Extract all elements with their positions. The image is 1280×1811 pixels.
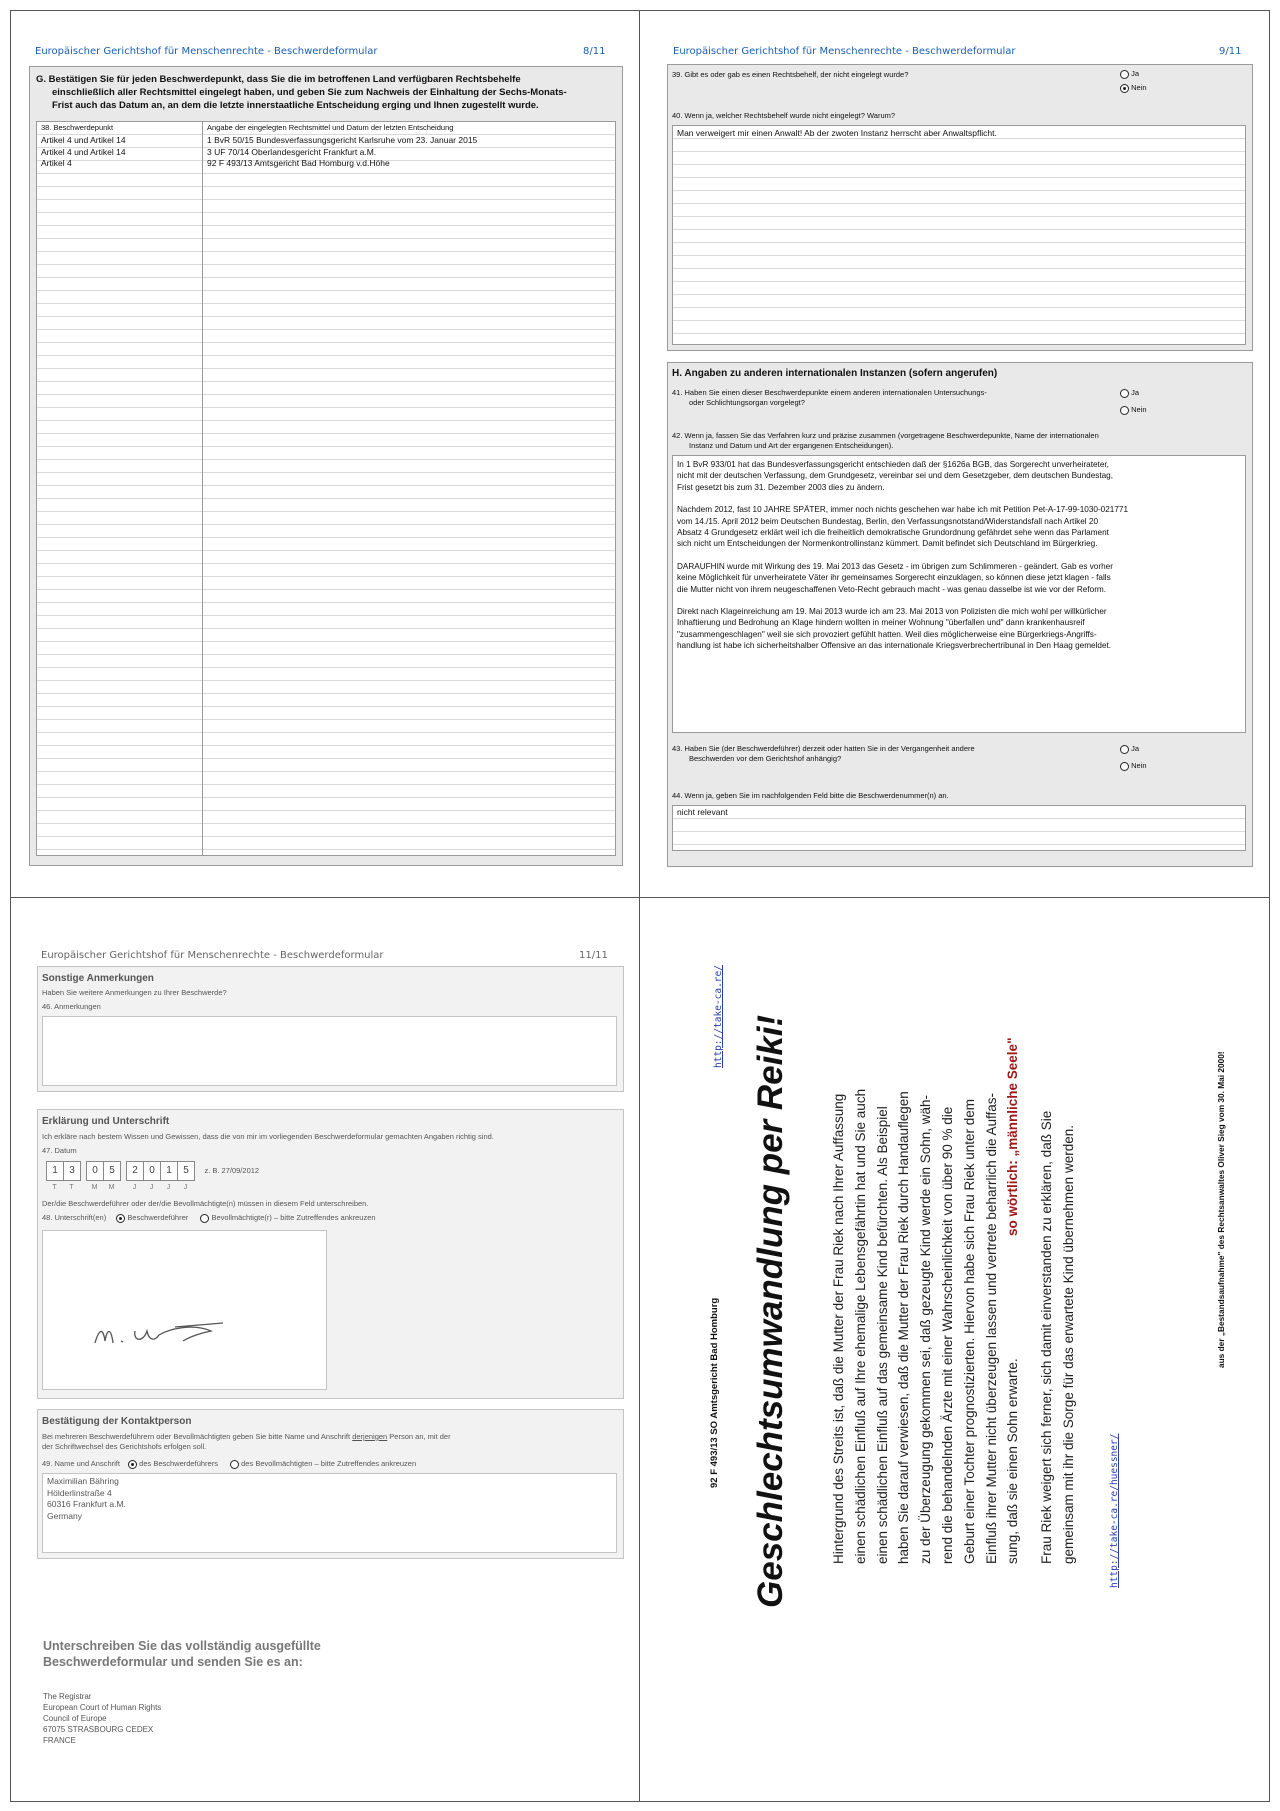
rotated-clipping: [641, 898, 1269, 1801]
text-line: Nachdem 2012, fast 10 JAHRE SPÄTER, immer noch nichts geschehen war habe ich mit Petition Pet-A-17-99-1030-021771: [677, 505, 1129, 515]
text-line: DARAUFHIN wurde mit Wirkung des 19. Mai 2013 das Gesetz - im übrigen zum Schlimmeren - geändert. Gab es vorher: [677, 561, 1113, 571]
declaration-title: Erklärung und Unterschrift: [42, 1116, 170, 1127]
date-digit[interactable]: 2: [126, 1161, 144, 1181]
body-line: zu der Überzeugung gekommen sei, daß gezeugte Kind werde ein Sohn, wäh-: [918, 1094, 934, 1564]
section-h-title: H. Angaben zu anderen internationalen Instanzen (sofern angerufen): [672, 368, 998, 379]
section-g-box: [29, 66, 623, 866]
date-digit[interactable]: 0: [86, 1161, 104, 1181]
row-point: Artikel 4: [41, 158, 72, 168]
headline: Geschlechtsumwandlung per Reiki!: [751, 1014, 790, 1608]
date-letter: M: [108, 1184, 115, 1191]
q42-line: 42. Wenn ja, fassen Sie das Verfahren kurz und präzise zusammen (vorgetragene Beschwerdepunkte, Name der internationalen: [672, 431, 1099, 440]
q39-option-no[interactable]: [1120, 83, 1147, 93]
section-g-title: [36, 73, 620, 112]
date-digit[interactable]: 1: [46, 1161, 64, 1181]
option-label: Nein: [1131, 405, 1147, 414]
text-line: Inhaftierung und Bedrohung an Klage hindern wollten in meiner Wohnung "überfallen und" dann krankenhausreif: [677, 618, 1085, 628]
body-line: Frau Riek weigert sich ferner, sich damit einverstanden zu erklären, daß Sie: [1039, 1110, 1055, 1564]
text-line: handlung ist habe ich sicherheitshalber Offensive an das internationale Kriegsverbrechertribunal in Den Haag gemeldet.: [677, 641, 1112, 651]
q43-options: [1120, 744, 1147, 771]
q42-paragraph: [677, 459, 1245, 493]
q41-options: [1120, 388, 1147, 415]
q43-option-yes[interactable]: [1120, 744, 1147, 754]
page-9: [641, 11, 1269, 896]
q49-label: 49. Name und Anschrift: [42, 1459, 120, 1468]
q48-option-applicant[interactable]: [116, 1213, 188, 1222]
option-label: Ja: [1131, 388, 1140, 397]
address-lines: [47, 1476, 126, 1522]
option-label: Bevollmächtigte(r) – bitte Zutreffendes ankreuzen: [211, 1213, 376, 1222]
remarks-box: [37, 966, 624, 1092]
text-line: Absatz 4 Grundgesetz erklärt weil ich die freiheitlich demokratische Grundordnung gefährdet sehe wenn das Parlament: [677, 528, 1109, 538]
body-line-with-quote: [1002, 1024, 1024, 1564]
vertical-divider: [639, 10, 640, 1802]
text-line: Direkt nach Klageinreichung am 19. Mai 2013 wurde ich am 23. Mai 2013 von Polizisten die mich wohl per willkürlicher: [677, 607, 1107, 617]
date-example: z. B. 27/09/2012: [204, 1166, 260, 1175]
registry-line: FRANCE: [43, 1736, 76, 1745]
date-digit[interactable]: 3: [63, 1161, 81, 1181]
option-label: Ja: [1131, 69, 1140, 78]
contact-text-line: der Schriftwechsel des Gerichtshofs erfolgen soll.: [42, 1442, 207, 1451]
page-header-title: Europäischer Gerichtshof für Menschenrechte - Beschwerdeformular: [41, 950, 384, 961]
page-number: 8/11: [583, 46, 606, 57]
q41-line: oder Schlichtungsorgan vorgelegt?: [689, 398, 805, 407]
address-line: Maximilian Bähring: [47, 1476, 119, 1486]
body-line: einen schädlichen Einfluß auf Ihre ehemalige Lebensgefährtin hat und Sie auch: [852, 1088, 868, 1564]
q46-label: 46. Anmerkungen: [42, 1002, 101, 1011]
section-g-title-line: einschließlich aller Rechtsmittel eingelegt haben, und geben Sie zum Nachweis der Einhaltung der Sechs-Monats-: [52, 87, 567, 98]
link-top[interactable]: http://take-ca.re/: [713, 965, 724, 1068]
q49-option-applicant[interactable]: [128, 1459, 218, 1468]
quote: [1002, 1038, 1024, 1236]
contact-title: Bestätigung der Kontaktperson: [42, 1416, 192, 1427]
option-label: des Beschwerdeführers: [139, 1459, 218, 1468]
text-line: nicht mit der deutschen Verfassung, dem Grundgesetz, vereinbar sei und dem Gesetzgeber, dem deutschen Bundestag,: [677, 471, 1114, 481]
q43-line: 43. Haben Sie (der Beschwerdeführer) derzeit oder hatten Sie in der Vergangenheit andere: [672, 744, 975, 753]
q43-option-no[interactable]: [1120, 761, 1147, 771]
registry-line: 67075 STRASBOURG CEDEX: [43, 1725, 154, 1734]
q48-label: 48. Unterschrift(en): [42, 1213, 107, 1222]
body-line: rend die behandelnden Ärzte mit einer Wahrscheinlichkeit von über 90 % die: [939, 1106, 955, 1564]
q42-label: [672, 431, 1099, 451]
contact-text-part: Bei mehreren Beschwerdeführern oder Bevollmächtigten geben Sie bitte Name und Anschrift: [42, 1432, 353, 1441]
remedy-box: [667, 64, 1253, 351]
body-line: haben Sie darauf verwiesen, daß die Mutter der Frau Riek durch Handauflegen: [896, 1091, 912, 1564]
page-header-title: Europäischer Gerichtshof für Menschenrechte - Beschwerdeformular: [35, 46, 378, 57]
remarks-field[interactable]: [42, 1016, 617, 1086]
date-letter: J: [166, 1184, 171, 1191]
q47-label: 47. Datum: [42, 1146, 77, 1155]
q42-answer: [677, 459, 1245, 652]
registry-line: European Court of Human Rights: [43, 1703, 162, 1712]
row-point: Artikel 4 und Artikel 14: [41, 135, 126, 145]
link-bottom[interactable]: http://take-ca.re/huessner/: [1109, 1433, 1120, 1588]
date-digit[interactable]: 1: [160, 1161, 178, 1181]
address-line: 60316 Frankfurt a.M.: [47, 1499, 126, 1509]
send-title-line: Beschwerdeformular und senden Sie es an:: [43, 1655, 303, 1669]
q49-option-representative[interactable]: [230, 1459, 416, 1468]
text-line: In 1 BvR 933/01 hat das Bundesverfassungsgericht entschieden daß der §1626a BGB, das Sorgerecht unverheirateter,: [677, 460, 1109, 469]
radio-icon[interactable]: [1120, 389, 1129, 398]
contact-text-underline: derjenigen: [352, 1432, 388, 1441]
declaration-box: [37, 1109, 624, 1399]
page-number: 9/11: [1219, 46, 1242, 57]
quote-prefix: so wörtlich:: [1005, 1156, 1021, 1236]
signature-field[interactable]: [42, 1230, 327, 1390]
declaration-text: Ich erkläre nach bestem Wissen und Gewissen, dass die von mir im vorliegenden Beschwerdeformular gemachten Angaben richtig sind.: [42, 1132, 494, 1141]
q40-label: 40. Wenn ja, welcher Rechtsbehelf wurde nicht eingelegt? Warum?: [672, 111, 896, 120]
text-line: keine Möglichkeit für unverheiratete Väter ihr gemeinsames Sorgerecht einzuklagen, so können diese jetzt klagen - falls: [677, 573, 1111, 583]
address-field[interactable]: [42, 1473, 617, 1553]
date-field[interactable]: [46, 1160, 259, 1181]
radio-icon[interactable]: [1120, 745, 1129, 754]
q40-answer: Man verweigert mir einen Anwalt! Ab der zwoten Instanz herrscht aber Anwaltspflicht.: [677, 128, 997, 138]
send-instructions: [43, 1638, 321, 1670]
q44-label: 44. Wenn ja, geben Sie im nachfolgenden Feld bitte die Beschwerdenummer(n) an.: [672, 791, 949, 800]
radio-icon[interactable]: [1120, 762, 1129, 771]
option-label: Beschwerdeführer: [127, 1213, 189, 1222]
registry-line: The Registrar: [43, 1692, 92, 1701]
date-digit[interactable]: 5: [177, 1161, 195, 1181]
send-title-line: Unterschreiben Sie das vollständig ausgefüllte: [43, 1639, 321, 1653]
radio-icon[interactable]: [1120, 70, 1129, 79]
table-column-divider: [202, 122, 203, 855]
remarks-question: Haben Sie weitere Anmerkungen zu Ihrer Beschwerde?: [42, 988, 227, 997]
q39-options: [1120, 69, 1147, 93]
q44-answer: nicht relevant: [677, 807, 728, 817]
date-digit[interactable]: 5: [103, 1161, 121, 1181]
body-line: Hintergrund des Streits ist, daß die Mutter der Frau Riek nach Ihrer Auffassung: [831, 1093, 846, 1564]
date-letter: T: [52, 1184, 57, 1191]
q41-label: [672, 388, 987, 408]
radio-selected-icon[interactable]: [128, 1460, 137, 1469]
q43-label: [672, 744, 975, 764]
q48-option-representative[interactable]: [200, 1213, 375, 1222]
option-label: Nein: [1131, 83, 1147, 92]
date-letter: J: [132, 1184, 137, 1191]
q49-row: [42, 1459, 416, 1469]
date-letter: J: [183, 1184, 188, 1191]
body-line: Geburt einer Tochter prognostizierten. Hiervon habe sich Frau Riek unter dem: [961, 1099, 977, 1564]
option-label: Ja: [1131, 744, 1140, 753]
q41-option-yes[interactable]: [1120, 388, 1147, 398]
page-header-title: Europäischer Gerichtshof für Menschenrechte - Beschwerdeformular: [673, 46, 1016, 57]
q39-option-yes[interactable]: [1120, 69, 1147, 79]
radio-icon[interactable]: [230, 1460, 239, 1469]
row-remedy: 3 UF 70/14 Oberlandesgericht Frankfurt a.M.: [207, 146, 377, 157]
remedies-table[interactable]: [36, 121, 616, 856]
page-11: [11, 898, 638, 1801]
q41-line: 41. Haben Sie einen dieser Beschwerdepunkte einem anderen internationalen Untersuchungs-: [672, 388, 987, 397]
q42-answer-field[interactable]: [672, 455, 1246, 733]
sign-note: Der/die Beschwerdeführer oder der/die Bevollmächtigte(n) müssen in diesem Feld unterschreiben.: [42, 1199, 369, 1208]
page-number: 11/11: [579, 950, 608, 961]
option-label: des Bevollmächtigten – bitte Zutreffendes ankreuzen: [241, 1459, 417, 1468]
contact-text-line: [42, 1432, 451, 1442]
article-body: [828, 1024, 1080, 1564]
address-line: Hölderlinstraße 4: [47, 1487, 112, 1498]
q42-line: Instanz und Datum und Art der ergangenen Entscheidungen).: [689, 441, 894, 450]
column-header-point: 38. Beschwerdepunkt: [41, 123, 114, 132]
signature-stroke-icon: [43, 1231, 328, 1391]
page-8: [11, 11, 638, 896]
section-h-box: [667, 362, 1253, 867]
radio-icon[interactable]: [1120, 406, 1129, 415]
text-line: Frist gesetzt bis zum 31. Dezember 2003 dies zu ändern.: [677, 482, 885, 492]
address-line: Germany: [47, 1510, 82, 1521]
q43-line: Beschwerden vor dem Gerichtshof anhängig?: [689, 754, 842, 763]
date-letter: T: [69, 1184, 74, 1191]
row-remedy: 92 F 493/13 Amtsgericht Bad Homburg v.d.Höhe: [207, 158, 390, 168]
q42-paragraph: [677, 504, 1245, 550]
date-letter: M: [91, 1184, 98, 1191]
table-row: [207, 135, 477, 170]
body-line: gemeinsam mit ihr die Sorge für das erwartete Kind übernehmen werden.: [1060, 1125, 1076, 1564]
column-header-remedy: Angabe der eingelegten Rechtsmittel und Datum der letzten Entscheidung: [207, 123, 454, 132]
section-g-title-line: G. Bestätigen Sie für jeden Beschwerdepunkt, dass Sie die im betroffenen Land verfügbaren Rechtsbehelfe: [36, 74, 521, 85]
text-line: die Mutter nicht von ihrem neugeschaffenen Veto-Recht gebrauch macht - was genau dasselbe ist wie vor der Reform.: [677, 584, 1107, 594]
source-note: aus der „Bestandsaufnahme" des Rechtsanwaltes Oliver Sieg vom 30. Mai 2000!: [1216, 1051, 1226, 1368]
q42-paragraph: [677, 561, 1245, 595]
text-line: vom 14./15. April 2012 beim Deutschen Bundestag, Berlin, den Verfassungsnotstand/Widerstandsfall nach Artikel 20: [677, 516, 1098, 526]
section-g-title-line: Frist auch das Datum an, an dem die letzte innerstaatliche Entscheidung erging und Ihnen zugestellt wurde.: [52, 100, 539, 111]
contact-box: [37, 1409, 624, 1559]
contact-text: [42, 1432, 451, 1452]
quote-text: „männliche Seele": [1005, 1037, 1021, 1157]
body-line: sung, daß sie einen Sohn erwarte.: [1005, 1358, 1021, 1564]
table-row: [41, 135, 126, 170]
text-line: sich nicht um Entscheidungen der Normenkontrollinstanz kümmert. Damit befindet sich Deutschland im Bürgerkrieg.: [677, 539, 1098, 549]
q40-answer-field[interactable]: [672, 125, 1246, 345]
contact-text-part: Person an, mit der: [387, 1432, 451, 1441]
registry-line: Council of Europe: [43, 1714, 107, 1723]
option-label: Nein: [1131, 761, 1147, 770]
q44-answer-field[interactable]: [672, 805, 1246, 851]
date-digit[interactable]: 0: [143, 1161, 161, 1181]
body-line: Einfluß ihrer Mutter nicht überzeugen lassen und vertrete beharrlich die Auffas-: [983, 1092, 999, 1564]
radio-selected-icon[interactable]: [1120, 84, 1129, 93]
date-format-letters: [46, 1183, 194, 1193]
date-letter: J: [149, 1184, 154, 1191]
remarks-title: Sonstige Anmerkungen: [42, 973, 154, 984]
row-point: Artikel 4 und Artikel 14: [41, 146, 126, 157]
radio-icon[interactable]: [200, 1214, 209, 1223]
case-reference: 92 F 493/13 SO Amtsgericht Bad Homburg: [709, 1297, 720, 1488]
q48-row: [42, 1213, 376, 1223]
radio-selected-icon[interactable]: [116, 1214, 125, 1223]
q41-option-no[interactable]: [1120, 405, 1147, 415]
body-line: einen schädlichen Einfluß auf das gemeinsame Kind befürchten. Als Beispiel: [874, 1106, 890, 1564]
q42-paragraph: [677, 606, 1245, 652]
row-remedy: 1 BvR 50/15 Bundesverfassungsgericht Karlsruhe vom 23. Januar 2015: [207, 135, 478, 145]
registry-address: [43, 1691, 161, 1746]
q39-label: 39. Gibt es oder gab es einen Rechtsbehelf, der nicht eingelegt wurde?: [672, 70, 909, 79]
text-line: "zusammengeschlagen" weil sie sich provoziert gefühlt hatten. Weil dies möglicherweise eine Bürgerkriegs-Angriffs-: [677, 629, 1097, 639]
